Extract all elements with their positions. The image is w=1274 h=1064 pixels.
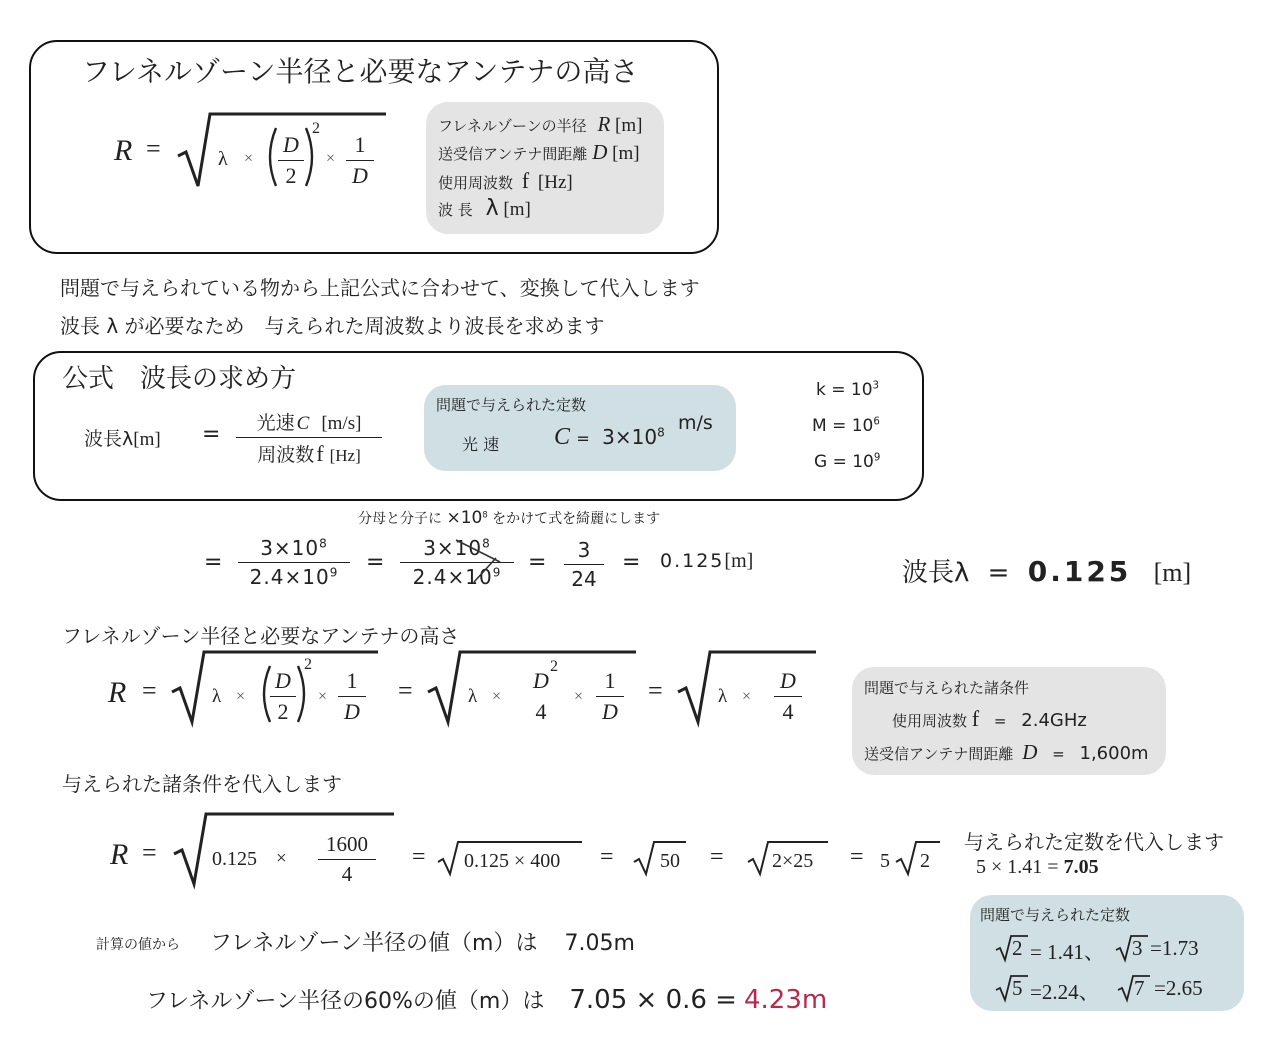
substitute-constant-title: 与えられた定数を代入します (964, 830, 1224, 854)
result2-label: フレネルゾーン半径の60%の値（m）は (146, 989, 545, 1014)
frac-num: 1 (604, 668, 616, 693)
frac-num: D (283, 132, 299, 157)
intro-line-2: 波長 λ が必要なため 与えられた周波数より波長を求めます (60, 314, 605, 338)
prefix-k (816, 380, 879, 400)
intro-line-1: 問題で与えられている物から上記公式に合わせて、変換して代入します (60, 276, 700, 300)
legend-unit: [m] (615, 115, 643, 136)
prefix-text: G = 10 (814, 452, 874, 472)
cancel-strike-1 (454, 538, 504, 584)
note-exp: 8 (482, 509, 488, 520)
wavelength-answer (902, 552, 1191, 589)
frac-den: 24 (571, 567, 597, 591)
constant-value: 3×10 (602, 425, 658, 449)
cond-sym: D (1022, 740, 1038, 764)
wavelength-fraction (236, 408, 382, 467)
frac-num: 1 (354, 132, 366, 157)
f3-1-over-d-b (596, 668, 624, 725)
prefix-exp: 6 (873, 416, 880, 428)
f3-exp2: 2 (550, 658, 558, 675)
prefix-exp: 9 (873, 452, 881, 464)
wavelength-denominator (236, 440, 382, 467)
condition-distance (864, 740, 1149, 765)
num-base: 3×10 (423, 536, 483, 560)
root-5: 5 (1012, 976, 1023, 1000)
f3-lambda3: λ (718, 686, 728, 707)
constant-box-heading: 問題で与えられた定数 (436, 396, 587, 414)
constant-name: 光 速 (462, 435, 500, 454)
num-base: 3×10 (260, 536, 320, 560)
wavelength-lhs (84, 424, 161, 451)
den-label: 周波数 (257, 444, 315, 466)
frac-bar (564, 564, 604, 565)
legend-sym: R (597, 112, 611, 136)
f4-d: 2×25 (772, 850, 814, 872)
f4-eq3: = (600, 844, 614, 870)
root-5-value: =2.24、 (1030, 980, 1100, 1004)
formula1-exp: 2 (312, 120, 320, 137)
result-line-1 (210, 926, 635, 957)
legend-row-radius (438, 112, 642, 137)
frac-bar (596, 696, 624, 697)
f3-times1: × (236, 688, 246, 705)
legend-label: 使用周波数 (438, 174, 514, 192)
condition-frequency (892, 706, 1087, 732)
frac-num: 3 (577, 538, 591, 562)
constant-sym: C (554, 424, 571, 450)
frac-num: 1600 (326, 832, 368, 856)
result-value: 0.125 (660, 550, 725, 572)
constant-exp: 8 (657, 425, 665, 440)
frac-den: 4 (341, 862, 353, 886)
f3-d-over-2 (270, 668, 296, 725)
f3-lambda1: λ (212, 686, 222, 707)
calc1-fraction-1 (238, 536, 350, 589)
root-7-value: =2.65 (1154, 976, 1203, 1000)
legend-sym: λ (485, 196, 499, 221)
paren-left-1 (264, 126, 278, 188)
den-base: 2.4×10 (249, 565, 330, 589)
cond-value: 1,600m (1079, 743, 1149, 764)
result1-label: フレネルゾーン半径の値（m）は (210, 931, 538, 956)
f4-eq5: = (850, 844, 864, 870)
f3-times3: × (492, 688, 502, 705)
f3-times4: × (574, 688, 584, 705)
cond-sym: f (971, 706, 980, 731)
frac-den: D (602, 699, 618, 724)
f4-eq4: = (710, 844, 724, 870)
formula1-d-over-2 (278, 132, 304, 189)
sub-expr: 5 × 1.41 = (976, 856, 1059, 878)
formula1-eq: = (146, 134, 161, 163)
cond-value: 2.4GHz (1021, 710, 1087, 731)
den-unit: [Hz] (329, 446, 361, 465)
f3-times5: × (742, 688, 752, 705)
result2-value: 4.23m (743, 985, 828, 1015)
f4-c: 50 (660, 850, 680, 872)
calc1-result (660, 550, 753, 573)
frac-den: D (352, 163, 368, 188)
legend-label: 波 長 (438, 201, 473, 219)
f4-times: × (276, 848, 287, 869)
frac-bar (526, 696, 556, 697)
root-3-value: =1.73 (1150, 936, 1199, 960)
num-sym: C (296, 413, 310, 434)
f4-1600-over-4 (318, 832, 376, 887)
result2-expr: 7.05 × 0.6 = (569, 985, 737, 1015)
root-2: 2 (1012, 936, 1023, 960)
den-sym: f (316, 441, 324, 466)
prefix-g (814, 452, 880, 472)
f4-e-coef: 5 (880, 850, 890, 872)
legend-row-frequency (438, 168, 573, 194)
legend-unit: [m] (612, 143, 640, 164)
f3-exp1: 2 (304, 656, 312, 673)
note-post: をかけて式を綺麗にします (487, 511, 661, 527)
f3-times2: × (318, 688, 328, 705)
frac-bar (318, 859, 376, 860)
formula1-1-over-d (346, 132, 374, 189)
legend-sym: f (521, 168, 530, 193)
substitute-expr (976, 856, 1099, 879)
frac-bar (270, 696, 296, 697)
frac-den (238, 565, 350, 589)
constant-expr (554, 424, 665, 451)
num-exp: 8 (482, 536, 491, 551)
sqrt-sign-9 (894, 840, 942, 876)
calc1-fraction-3 (564, 538, 604, 591)
frac-num: D (275, 668, 291, 693)
note-pre: 分母と分子に (358, 511, 447, 527)
calc1-eq2: = (366, 550, 385, 575)
wavelength-eq: = (202, 422, 221, 447)
f3-eq3: = (648, 676, 663, 705)
f3-d2-over-4 (526, 668, 556, 725)
calc1-eq3: = (528, 550, 547, 575)
cond-eq: = (993, 712, 1007, 730)
den-base: 2.4×10 (412, 565, 493, 589)
formula1-times2: × (326, 150, 336, 167)
legend-row-distance (438, 140, 640, 165)
section4-title: 与えられた諸条件を代入します (62, 772, 342, 796)
den-exp: 9 (492, 565, 502, 580)
f4-a: 0.125 (212, 848, 257, 870)
frac-num: D (533, 668, 549, 693)
legend-sym: D (592, 140, 608, 164)
frac-den: D (344, 699, 360, 724)
calc1-note (358, 508, 660, 528)
num-exp: 8 (319, 536, 328, 551)
frac-bar (236, 437, 382, 438)
wavelength-lhs-label: 波長λ (84, 428, 134, 450)
formula1-times1: × (244, 150, 254, 167)
cond-label: 使用周波数 (892, 712, 968, 730)
answer-unit: [m] (1153, 558, 1192, 587)
num-label: 光速 (256, 412, 295, 434)
den-exp: 9 (329, 565, 339, 580)
result-unit: [m] (724, 550, 754, 572)
formula1-lhs: R (114, 134, 133, 167)
legend-label: 送受信アンテナ間距離 (438, 145, 588, 163)
f4-e-rad: 2 (920, 850, 930, 872)
frac-bar (338, 696, 366, 697)
section2-title: 公式 波長の求め方 (62, 364, 297, 394)
result1-value: 7.05m (564, 931, 635, 956)
section1-title: フレネルゾーン半径と必要なアンテナの高さ (82, 55, 639, 88)
frac-den: 2 (277, 699, 289, 724)
f3-lambda2: λ (468, 686, 478, 707)
f3-1-over-d-a (338, 668, 366, 725)
frac-num: 1 (346, 668, 358, 693)
f4-lhs: R (110, 838, 129, 871)
f4-eq1: = (142, 838, 157, 867)
wavelength-lhs-unit: [m] (133, 429, 161, 450)
answer-label: 波長λ (902, 558, 970, 588)
prefix-text: k = 10 (816, 380, 873, 400)
legend-label: フレネルゾーンの半径 (438, 117, 587, 135)
cond-eq: = (1052, 745, 1065, 763)
root-2-value: = 1.41、 (1030, 940, 1105, 964)
f3-d-over-4 (774, 668, 802, 725)
f4-b: 0.125 × 400 (464, 850, 561, 872)
num-unit: [m/s] (321, 413, 362, 434)
frac-den: 4 (535, 699, 547, 724)
frac-bar (346, 160, 374, 161)
wavelength-numerator (236, 408, 382, 435)
frac-bar (278, 160, 304, 161)
legend-unit: [m] (503, 199, 531, 220)
result-line-2 (146, 984, 827, 1015)
answer-value: 0.125 (1027, 555, 1132, 588)
calc1-eq1: = (204, 550, 223, 575)
root-3: 3 (1132, 936, 1143, 960)
roots-heading: 問題で与えられた定数 (980, 906, 1131, 924)
prefix-m (812, 416, 880, 436)
frac-num (238, 536, 350, 560)
calc1-eq4: = (622, 550, 641, 575)
frac-den: 4 (782, 699, 794, 724)
frac-bar (238, 562, 350, 563)
section3-title: フレネルゾーン半径と必要なアンテナの高さ (62, 624, 460, 648)
frac-num: D (780, 668, 796, 693)
answer-eq: = (987, 558, 1010, 588)
result-small-label: 計算の値から (96, 937, 180, 953)
root-7: 7 (1134, 976, 1145, 1000)
constant-eq: = (576, 429, 590, 448)
note-mid: ×10 (446, 508, 483, 528)
sub-result: 7.05 (1063, 856, 1099, 878)
f4-eq2: = (412, 844, 426, 870)
f3-eq2: = (398, 676, 413, 705)
conditions-heading: 問題で与えられた諸条件 (864, 679, 1030, 697)
cond-label: 送受信アンテナ間距離 (864, 745, 1014, 763)
formula1-lambda: λ (218, 148, 228, 170)
legend-unit: [Hz] (537, 172, 573, 193)
constant-unit: m/s (678, 412, 713, 434)
prefix-exp: 3 (872, 380, 880, 392)
frac-bar (774, 696, 802, 697)
prefix-text: M = 10 (812, 416, 874, 436)
f3-eq1: = (142, 676, 157, 705)
f3-lhs: R (108, 676, 127, 709)
frac-den: 2 (285, 163, 297, 188)
legend-row-wavelength (438, 196, 531, 221)
